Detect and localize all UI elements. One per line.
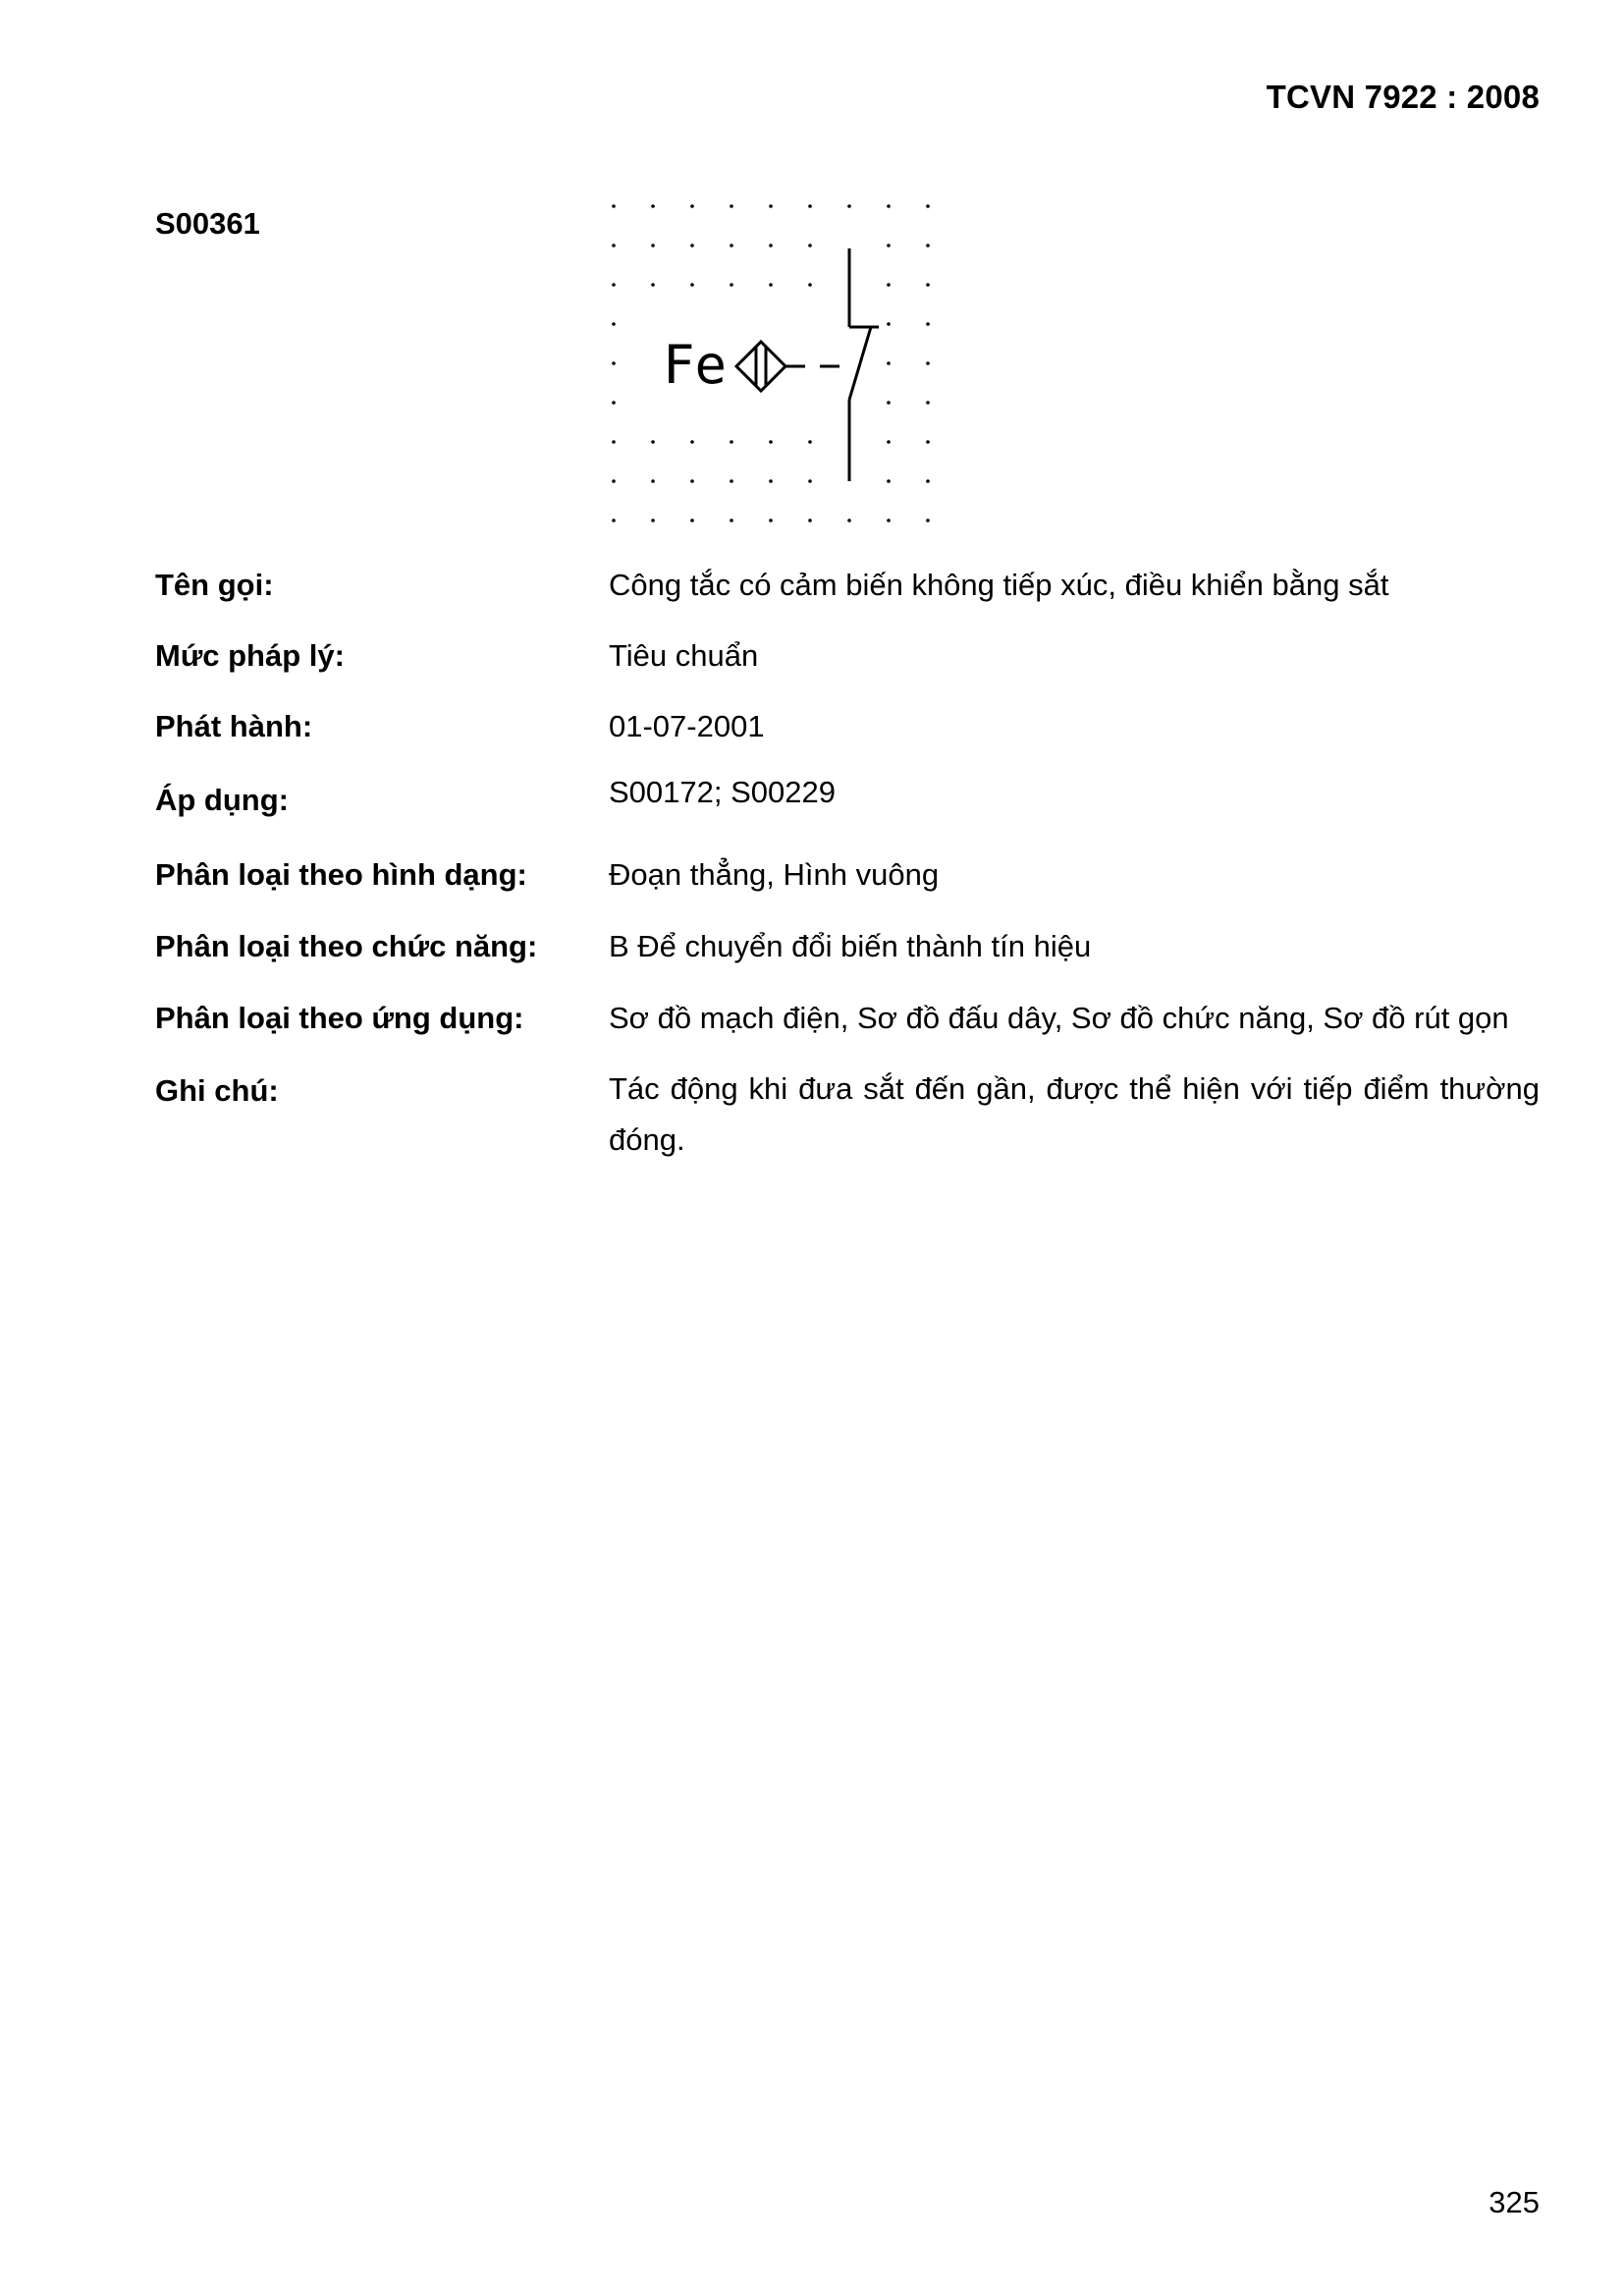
grid-dot <box>612 519 616 522</box>
grid-dot <box>808 440 812 444</box>
grid-dot <box>926 283 930 287</box>
grid-dot <box>887 204 891 208</box>
grid-dot <box>612 479 616 483</box>
field-value: S00172; S00229 <box>609 775 836 809</box>
grid-dot <box>808 244 812 247</box>
grid-dot <box>769 479 773 483</box>
grid-dot <box>808 283 812 287</box>
grid-dot <box>612 244 616 247</box>
field-label: Tên gọi: <box>155 568 274 602</box>
grid-dot <box>769 519 773 522</box>
field-value: 01-07-2001 <box>609 709 765 743</box>
grid-dot <box>926 361 930 365</box>
sensor-diamond <box>736 342 805 391</box>
grid-dot <box>847 519 851 522</box>
field-value: Sơ đồ mạch điện, Sơ đồ đấu dây, Sơ đồ chức năng, Sơ đồ rút gọn <box>609 1001 1509 1035</box>
field-value: B Để chuyển đổi biến thành tín hiệu <box>609 929 1092 963</box>
grid-dot <box>926 519 930 522</box>
grid-dot <box>690 479 694 483</box>
grid-dot <box>926 440 930 444</box>
grid-dot <box>926 401 930 405</box>
grid-dot <box>690 440 694 444</box>
field-label: Phân loại theo ứng dụng: <box>155 1001 524 1035</box>
grid-dot <box>651 283 655 287</box>
field-label: Phát hành: <box>155 709 313 743</box>
grid-dot <box>730 204 733 208</box>
grid-dot <box>651 519 655 522</box>
field-value: Tiêu chuẩn <box>609 638 759 673</box>
grid-dot <box>690 283 694 287</box>
grid-dots <box>612 204 930 522</box>
grid-dot <box>612 440 616 444</box>
grid-dot <box>926 479 930 483</box>
field-label: Ghi chú: <box>155 1073 279 1108</box>
grid-dot <box>651 204 655 208</box>
field-value: Tác động khi đưa sắt đến gần, được thể hiện với tiếp điểm thường đóng. <box>609 1071 1540 1157</box>
grid-dot <box>612 322 616 326</box>
grid-dot <box>769 244 773 247</box>
grid-dot <box>887 479 891 483</box>
grid-dot <box>690 204 694 208</box>
standard-header: TCVN 7922 : 2008 <box>1266 79 1540 115</box>
normally-closed-contact <box>820 248 879 481</box>
grid-dot <box>887 401 891 405</box>
grid-dot <box>690 244 694 247</box>
grid-dot <box>887 244 891 247</box>
grid-dot <box>612 361 616 365</box>
grid-dot <box>651 440 655 444</box>
field-label: Áp dụng: <box>155 783 290 817</box>
grid-dot <box>887 283 891 287</box>
grid-dot <box>690 519 694 522</box>
field-value: Đoạn thẳng, Hình vuông <box>609 857 940 892</box>
symbol-code: S00361 <box>155 206 260 241</box>
grid-dot <box>926 204 930 208</box>
grid-dot <box>808 204 812 208</box>
grid-dot <box>612 401 616 405</box>
grid-dot <box>730 519 733 522</box>
grid-dot <box>887 361 891 365</box>
grid-dot <box>926 244 930 247</box>
grid-dot <box>651 244 655 247</box>
field-value: Công tắc có cảm biến không tiếp xúc, điều khiển bằng sắt <box>609 568 1389 602</box>
grid-dot <box>926 322 930 326</box>
grid-dot <box>847 204 851 208</box>
symbol-diagram <box>594 191 947 545</box>
grid-dot <box>808 479 812 483</box>
grid-dot <box>612 204 616 208</box>
field-label: Phân loại theo chức năng: <box>155 929 538 963</box>
grid-dot <box>887 440 891 444</box>
diagram-label-fe: Fe <box>663 334 728 396</box>
grid-dot <box>769 440 773 444</box>
grid-dot <box>769 204 773 208</box>
grid-dot <box>730 283 733 287</box>
page-number: 325 <box>1489 2185 1540 2219</box>
grid-dot <box>808 519 812 522</box>
grid-dot <box>887 519 891 522</box>
grid-dot <box>730 244 733 247</box>
grid-dot <box>612 283 616 287</box>
grid-dot <box>730 479 733 483</box>
grid-dot <box>769 283 773 287</box>
grid-dot <box>651 479 655 483</box>
grid-dot <box>730 440 733 444</box>
grid-dot <box>887 322 891 326</box>
field-label: Mức pháp lý: <box>155 638 345 673</box>
field-label: Phân loại theo hình dạng: <box>155 857 527 892</box>
